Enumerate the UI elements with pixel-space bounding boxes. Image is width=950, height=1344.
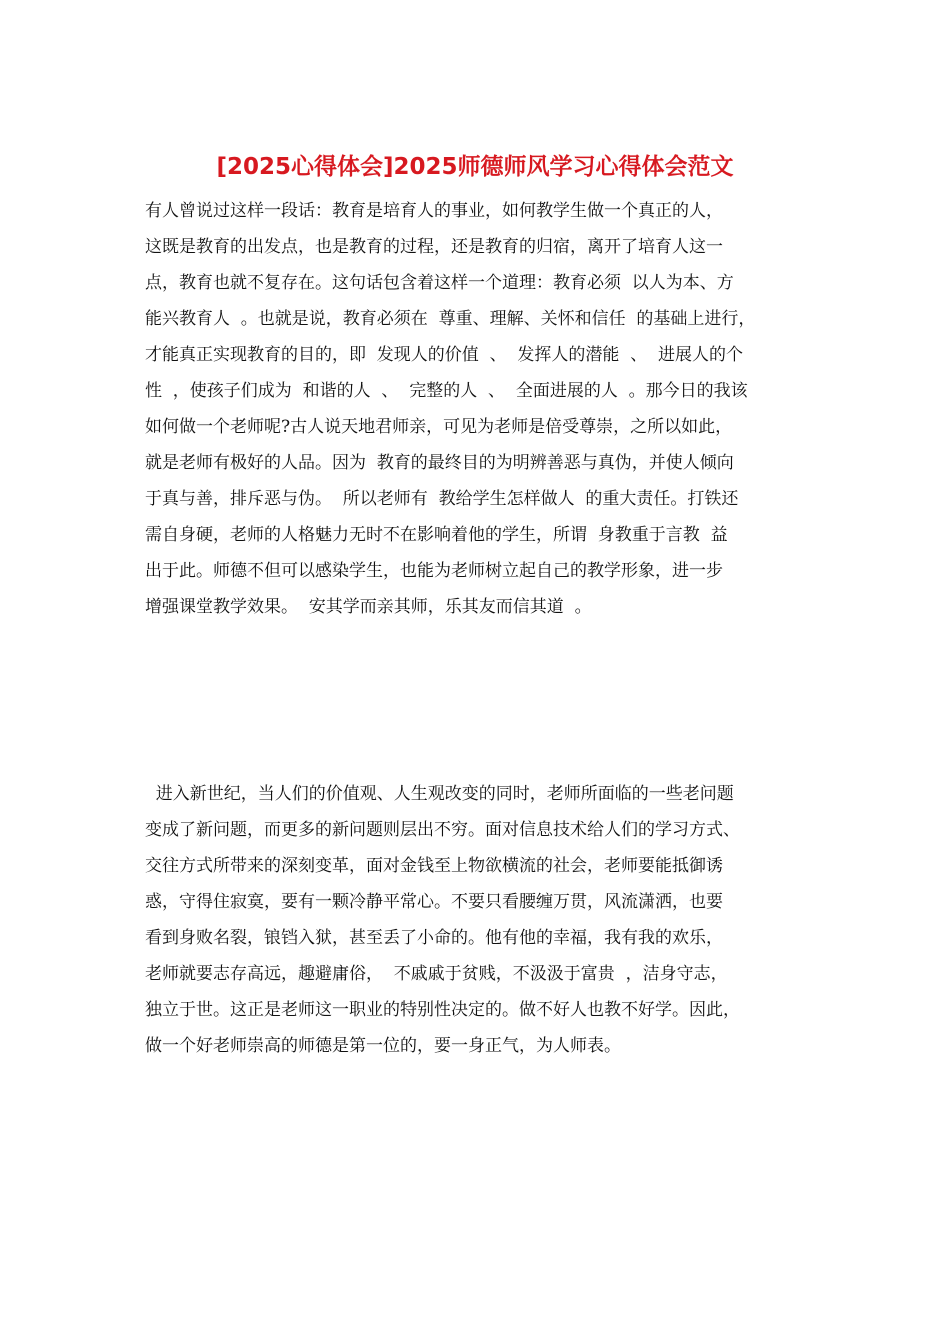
- text-line: 于真与善，排斥恶与伪。 所以老师有 教给学生怎样做人 的重大责任。打铁还: [145, 489, 739, 509]
- text-line: 进入新世纪，当人们的价值观、人生观改变的同时，老师所面临的一些老问题: [145, 784, 734, 804]
- text-line: 变成了新问题，而更多的新问题则层出不穷。面对信息技术给人们的学习方式、: [145, 820, 740, 840]
- document-title: [2025心得体会]2025师德师风学习心得体会范文: [216, 154, 734, 180]
- text-line: 能兴教育人 。也就是说，教育必须在 尊重、理解、关怀和信任 的基础上进行，: [145, 309, 756, 329]
- text-line: 独立于世。这正是老师这一职业的特别性决定的。做不好人也教不好学。因此，: [145, 1000, 740, 1020]
- text-line: 才能真正实现教育的目的，即 发现人的价值 、 发挥人的潜能 、 进展人的个: [145, 345, 744, 365]
- text-line: 需自身硬，老师的人格魅力无时不在影响着他的学生，所谓 身教重于言教 益: [145, 525, 728, 545]
- text-line: 惑，守得住寂寞，要有一颗冷静平常心。不要只看腰缠万贯，风流潇洒，也要: [145, 892, 723, 912]
- paragraph-1: [145, 193, 825, 625]
- text-line: 性 ，使孩子们成为 和谐的人 、 完整的人 、 全面进展的人 。那今日的我该: [145, 381, 748, 401]
- text-line: 有人曾说过这样一段话：教育是培育人的事业，如何教学生做一个真正的人，: [145, 201, 723, 221]
- text-line: 这既是教育的出发点，也是教育的过程，还是教育的归宿，离开了培育人这一: [145, 237, 723, 257]
- text-line: 增强课堂教学效果。 安其学而亲其师，乐其友而信其道 。: [145, 597, 592, 617]
- text-line: 交往方式所带来的深刻变革，面对金钱至上物欲横流的社会，老师要能抵御诱: [145, 856, 723, 876]
- text-line: 做一个好老师崇高的师德是第一位的，要一身正气，为人师表。: [145, 1036, 621, 1056]
- paragraph-2: [145, 776, 825, 1064]
- text-line: 老师就要志存高远，趣避庸俗， 不戚戚于贫贱，不汲汲于富贵 ，洁身守志，: [145, 964, 728, 984]
- text-line: 就是老师有极好的人品。因为 教育的最终目的为明辨善恶与真伪，并使人倾向: [145, 453, 734, 473]
- text-line: 如何做一个老师呢?古人说天地君师亲，可见为老师是倍受尊崇，之所以如此，: [145, 417, 733, 437]
- text-line: 看到身败名裂，锒铛入狱，甚至丢了小命的。他有他的幸福，我有我的欢乐，: [145, 928, 723, 948]
- text-line: 出于此。师德不但可以感染学生，也能为老师树立起自己的教学形象，进一步: [145, 561, 723, 581]
- text-line: 点，教育也就不复存在。这句话包含着这样一个道理：教育必须 以人为本、方: [145, 273, 734, 293]
